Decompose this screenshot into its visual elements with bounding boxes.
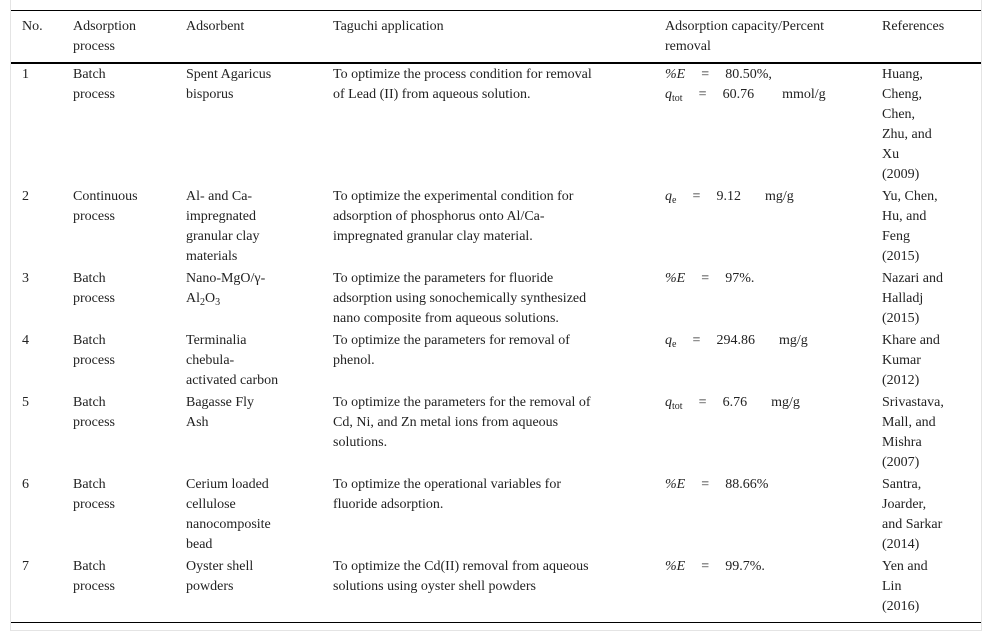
row-reference: Joarder, [882,497,927,512]
row-reference: Nazari and [882,271,944,286]
row-taguchi: To optimize the Cd(II) removal from aqueous [333,559,589,574]
row-reference: Yu, Chen, [882,189,938,204]
header-process: process [73,39,115,54]
row-capacity: %E = 97%. [665,271,755,286]
row-adsorbent: Bagasse Fly [186,395,255,410]
row-capacity: $q_{tot} = 6.76$ mg/g [665,395,800,412]
row-capacity: $q_e = 294.86$ mg/g [665,333,808,350]
row-taguchi: To optimize the parameters for removal of [333,333,570,348]
row-reference: (2015) [882,311,920,326]
row-reference: (2016) [882,599,920,614]
row-adsorbent: Oyster shell [186,559,254,574]
row-taguchi: nano composite from aqueous solutions. [333,311,559,326]
row-reference: Santra, [882,477,922,492]
row-taguchi: Cd, Ni, and Zn metal ions from aqueous [333,415,559,430]
row-process: Batch [73,395,106,410]
row-process: process [73,497,115,512]
row-capacity: %E = 88.66% [665,477,769,492]
row-adsorbent: bead [186,537,213,552]
row-process: process [73,87,115,102]
row-process: Batch [73,271,106,286]
row-reference: (2012) [882,373,920,388]
row-reference: (2007) [882,455,920,470]
row-no: 1 [22,67,29,82]
row-reference: Feng [882,229,910,244]
row-process: process [73,291,115,306]
row-reference: Huang, [882,67,923,82]
row-no: 5 [22,395,29,410]
row-reference: Hu, and [882,209,927,224]
header-adsorbent: Adsorbent [186,19,245,34]
row-no: 3 [22,271,29,286]
row-reference: Zhu, and [882,127,932,142]
row-adsorbent: nanocomposite [186,517,271,532]
table-header-rule [11,62,981,64]
row-taguchi: solutions. [333,435,388,450]
row-taguchi: phenol. [333,353,375,368]
header-process: Adsorption [73,19,136,34]
row-reference: (2009) [882,167,920,182]
row-adsorbent: Nano-MgO/γ- [186,271,266,286]
row-taguchi: impregnated granular clay material. [333,229,533,244]
row-adsorbent: activated carbon [186,373,279,388]
row-reference: (2014) [882,537,920,552]
row-reference: Yen and [882,559,928,574]
row-adsorbent: granular clay [186,229,260,244]
row-capacity: %E = 80.50%, [665,67,772,82]
row-no: 4 [22,333,29,348]
row-adsorbent: bisporus [186,87,234,102]
row-process: process [73,415,115,430]
table-top-rule [11,10,981,11]
row-adsorbent: Cerium loaded [186,477,269,492]
row-reference: Khare and [882,333,940,348]
row-capacity: %E = 99.7%. [665,559,765,574]
row-adsorbent: cellulose [186,497,236,512]
header-capacity: Adsorption capacity/Percent [665,19,825,34]
header-references: References [882,19,945,34]
row-reference: and Sarkar [882,517,943,532]
row-capacity: $q_e = 9.12$ mg/g [665,189,794,206]
row-adsorbent: Al- and Ca- [186,189,253,204]
row-reference: Halladj [882,291,924,306]
row-reference: Chen, [882,107,916,122]
row-taguchi: fluoride adsorption. [333,497,444,512]
row-taguchi: of Lead (II) from aqueous solution. [333,87,531,102]
row-process: process [73,209,115,224]
row-process: Batch [73,477,106,492]
row-taguchi: To optimize the parameters for the removal of [333,395,591,410]
row-no: 7 [22,559,29,574]
row-reference: Mall, and [882,415,936,430]
row-reference: Xu [882,147,900,162]
row-reference: Kumar [882,353,921,368]
table-frame [10,0,982,631]
row-taguchi: solutions using oyster shell powders [333,579,536,594]
row-no: 6 [22,477,29,492]
row-adsorbent: Terminalia [186,333,247,348]
row-taguchi: adsorption of phosphorus onto Al/Ca- [333,209,545,224]
row-process: Batch [73,67,106,82]
row-no: 2 [22,189,29,204]
row-capacity: $q_{tot} = 60.76$ mmol/g [665,87,826,104]
row-taguchi: To optimize the process condition for removal [333,67,592,82]
row-reference: Lin [882,579,902,594]
header-capacity: removal [665,39,711,54]
row-process: Batch [73,559,106,574]
row-reference: Mishra [882,435,922,450]
header-taguchi: Taguchi application [333,19,444,34]
row-process: process [73,579,115,594]
row-adsorbent: $Al_2O_3$ [186,291,221,308]
row-reference: Srivastava, [882,395,944,410]
header-no: No. [22,19,43,34]
row-taguchi: To optimize the experimental condition for [333,189,574,204]
row-taguchi: To optimize the parameters for fluoride [333,271,554,286]
row-adsorbent: powders [186,579,234,594]
row-taguchi: adsorption using sonochemically synthesized [333,291,587,306]
row-reference: (2015) [882,249,920,264]
row-process: process [73,353,115,368]
row-adsorbent: materials [186,249,238,264]
row-adsorbent: impregnated [186,209,256,224]
row-reference: Cheng, [882,87,923,102]
row-process: Batch [73,333,106,348]
table-bottom-rule [11,622,981,623]
row-adsorbent: Spent Agaricus [186,67,272,82]
row-process: Continuous [73,189,138,204]
row-adsorbent: chebula- [186,353,235,368]
row-adsorbent: Ash [186,415,209,430]
row-taguchi: To optimize the operational variables for [333,477,561,492]
